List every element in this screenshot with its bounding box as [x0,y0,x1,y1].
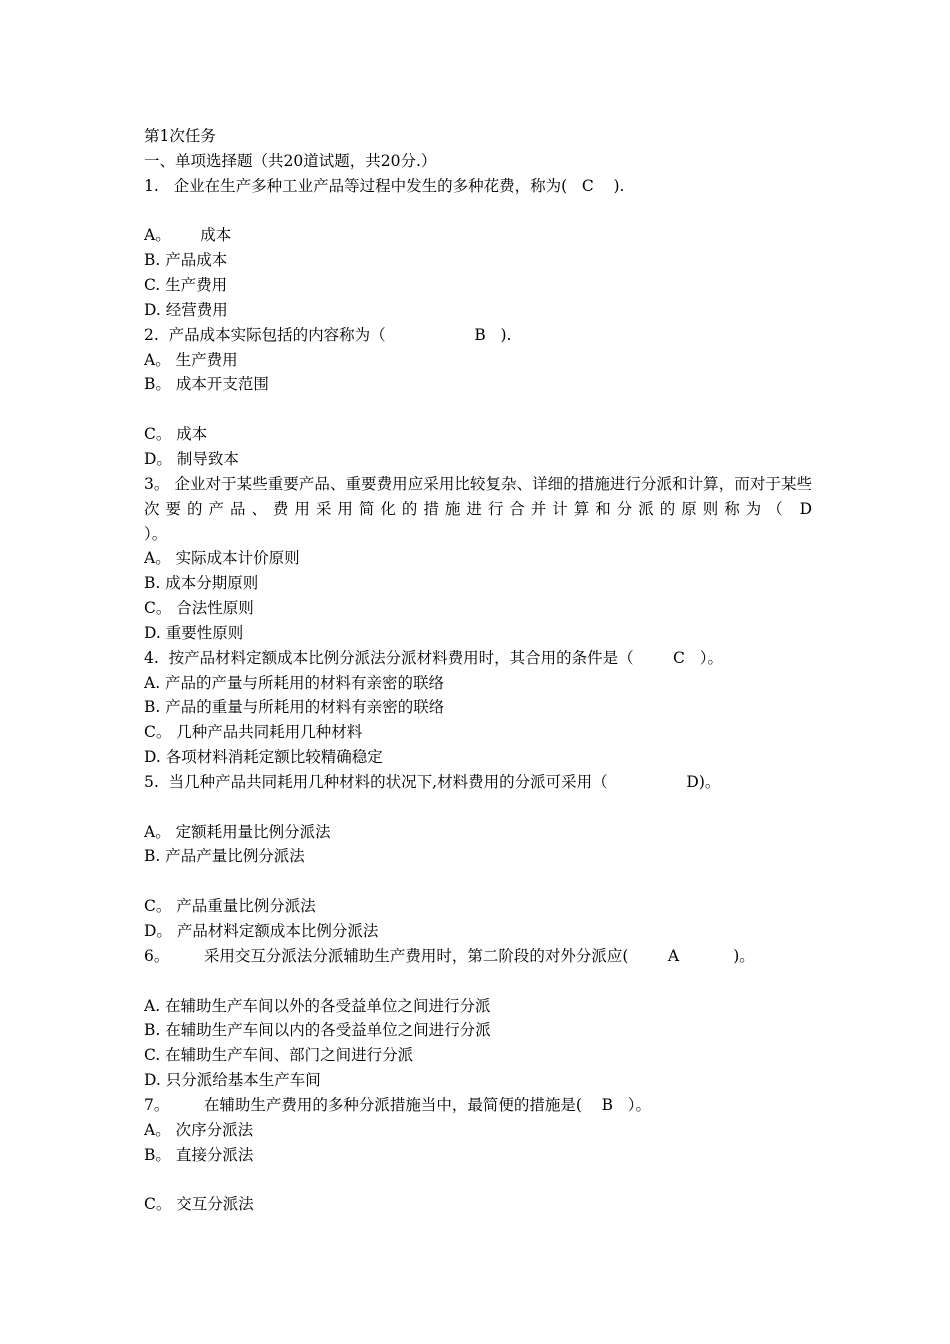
document-line: D. 各项材料消耗定额比较精确稳定 [144,748,383,767]
document-line: C。 几种产品共同耗用几种材料 [144,723,363,742]
blank-line [144,795,812,820]
document-line: A。 成本 [144,226,232,245]
document-line: B. 产品的重量与所耗用的材料有亲密的联络 [144,698,445,717]
document-line: A. 在辅助生产车间以外的各受益单位之间进行分派 [144,996,491,1015]
document-line: 5. 当几种产品共同耗用几种材料的状况下,材料费用的分派可采用（ D)。 [144,772,721,791]
document-line: A. 产品的产量与所耗用的材料有亲密的联络 [144,673,445,692]
document-line: 7。 在辅助生产费用的多种分派措施当中，最简便的措施是( B ）。 [144,1095,652,1114]
document-line: C。 合法性原则 [144,599,254,618]
document-line: 1. 企业在生产多种工业产品等过程中发生的多种花费，称为( C ). [144,176,625,195]
document-line: A。 定额耗用量比例分派法 [144,822,331,841]
blank-line [144,869,812,894]
document-line: B. 成本分期原则 [144,574,259,593]
document-line: A。 实际成本计价原则 [144,549,300,568]
document-line: C。 成本 [144,425,208,444]
blank-line [144,397,812,422]
document-line: C. 在辅助生产车间、部门之间进行分派 [144,1046,414,1065]
document-line: B. 产品产量比例分派法 [144,847,305,866]
document-line: 4. 按产品材料定额成本比例分派法分派材料费用时，其合用的条件是（ C ）。 [144,648,723,667]
document-line: B。 直接分派法 [144,1145,254,1164]
document-line: D. 经营费用 [144,300,228,319]
document-line: B。 成本开支范围 [144,375,269,394]
blank-line [144,969,812,994]
document-line: B. 在辅助生产车间以内的各受益单位之间进行分派 [144,1021,491,1040]
question-list [144,174,812,1217]
document-title: 第1次任务 [144,127,216,145]
document-line: C。 交互分派法 [144,1195,254,1214]
document-line: A。 次序分派法 [144,1120,254,1139]
document-line: A。 生产费用 [144,350,238,369]
document-line: 2. 产品成本实际包括的内容称为（ B ). [144,325,512,344]
document-body [144,124,812,1217]
document-line: B. 产品成本 [144,251,228,270]
blank-line [144,199,812,224]
document-line: D。 产品材料定额成本比例分派法 [144,922,379,940]
section-heading: 一、单项选择题（共20道试题，共20分.） [144,151,437,170]
document-line: ）。 [144,524,168,543]
document-line: D。 制导致本 [144,449,239,468]
document-line: D. 只分派给基本生产车间 [144,1071,321,1090]
document-line: C。 产品重量比例分派法 [144,897,316,916]
blank-line [144,1167,812,1192]
document-line: D. 重要性原则 [144,623,244,642]
document-line: C. 生产费用 [144,276,228,295]
document-line: 6。 采用交互分派法分派辅助生产费用时，第二阶段的对外分派应( A )。 [144,946,755,965]
document-line: 3。 企业对于某些重要产品、重要费用应采用比较复杂、详细的措施进行分派和计算，而对于某些次要的产品、费用采用简化的措施进行合并计算和分派的原则称为（ D [144,474,812,518]
